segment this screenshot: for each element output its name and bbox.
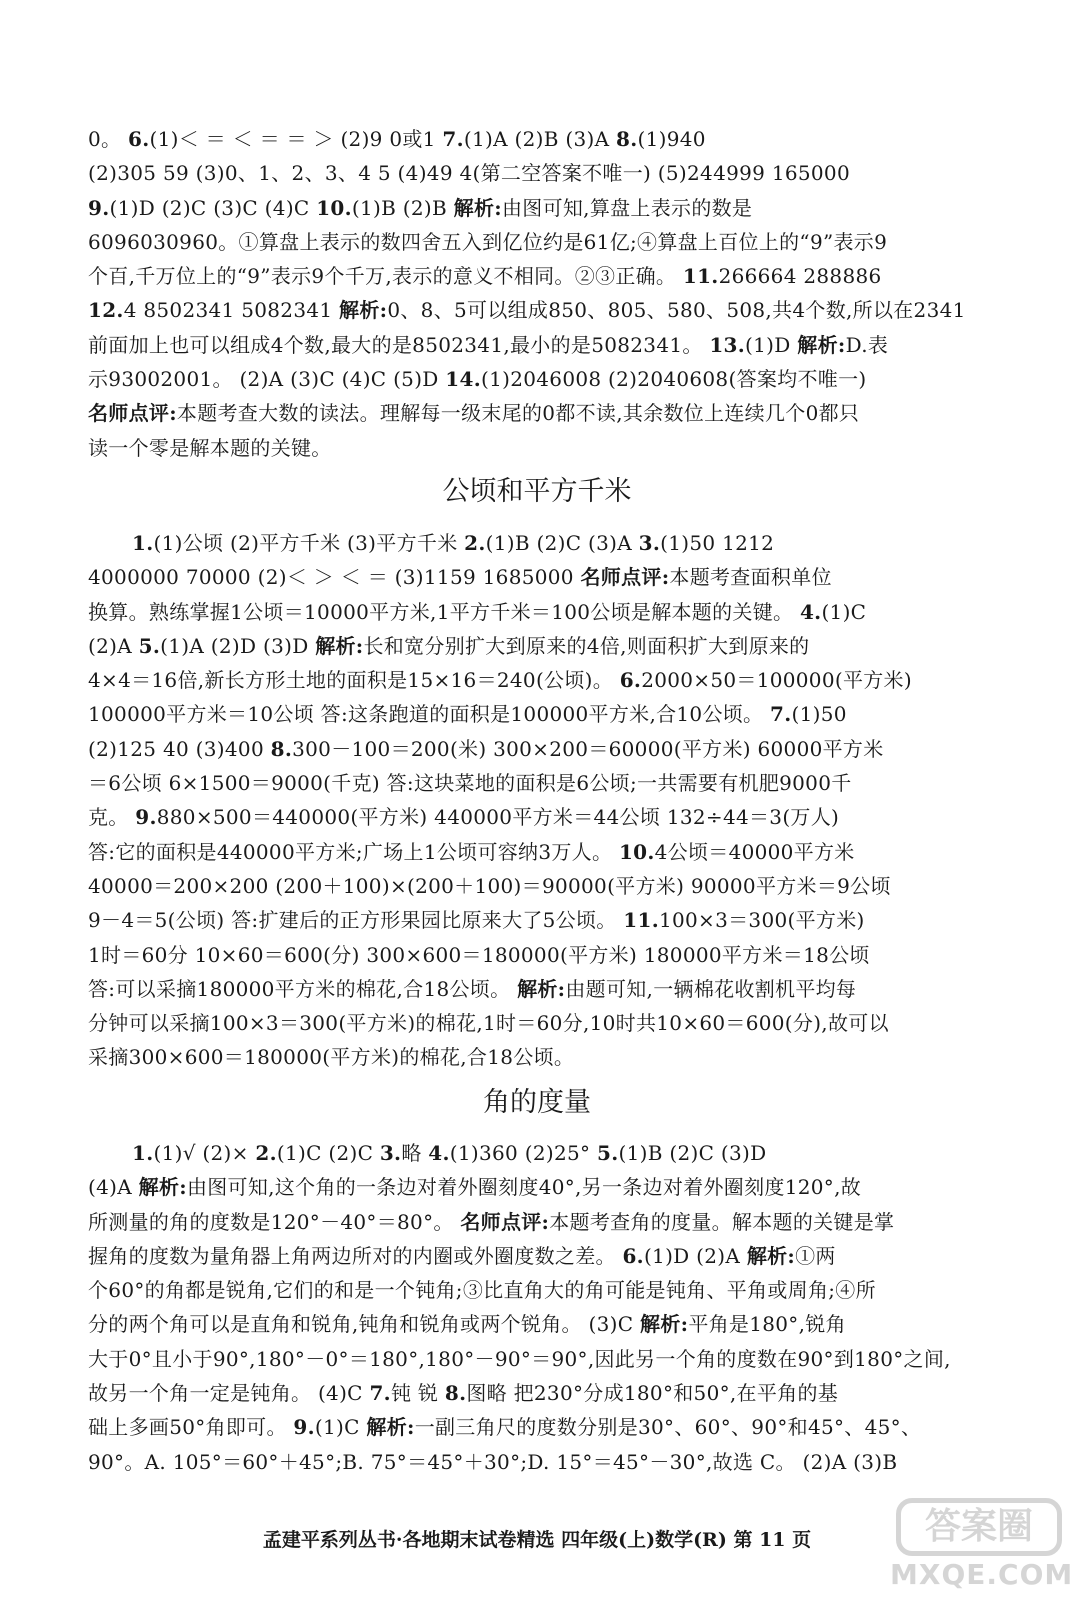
bold-label: 解析: bbox=[746, 1243, 796, 1268]
text-run: (1)B (2)C (3)A bbox=[485, 531, 639, 555]
page-footer: 孟建平系列丛书·各地期末试卷精选 四年级(上)数学(R) 第 11 页 bbox=[262, 1529, 812, 1551]
bold-label: 9. bbox=[293, 1415, 315, 1440]
text-run: (2)A bbox=[88, 633, 139, 658]
text-run: 克。 bbox=[88, 805, 136, 830]
bold-label: 11. bbox=[682, 264, 719, 289]
text-run: 一副三角尺的度数分别是30°、60°、90°和45°、45°、 bbox=[414, 1415, 922, 1440]
text-line bbox=[88, 1136, 988, 1170]
text-line bbox=[88, 972, 988, 1006]
text-run: 2000×50＝100000(平方米) bbox=[641, 668, 912, 693]
bold-label: 2. bbox=[255, 1141, 277, 1165]
text-line bbox=[88, 293, 988, 327]
bold-label: 2. bbox=[464, 531, 486, 555]
text-line bbox=[88, 1410, 988, 1444]
bold-label: 解析: bbox=[517, 976, 566, 1001]
text-run: 平角是180°,锐角 bbox=[688, 1312, 846, 1337]
bold-label: 3. bbox=[379, 1141, 402, 1165]
bold-label: 9. bbox=[88, 195, 110, 220]
text-line bbox=[88, 362, 988, 396]
text-run: 1时＝60分 10×60＝600(分) 300×600＝180000(平方米) 180000平方米＝18公顷 bbox=[88, 942, 870, 967]
bold-label: 12. bbox=[88, 298, 124, 323]
text-run: 4公顷＝40000平方米 bbox=[654, 839, 855, 864]
text-run: (4)A bbox=[88, 1175, 139, 1200]
text-line bbox=[88, 1376, 988, 1410]
text-line bbox=[88, 191, 988, 225]
text-line bbox=[88, 663, 988, 697]
text-run: 所测量的角的度数是120°－40°＝80°。 bbox=[88, 1209, 461, 1234]
text-run: 础上多画50°角即可。 bbox=[88, 1415, 294, 1440]
bold-label: 13. bbox=[709, 332, 746, 357]
bold-label: 解析: bbox=[366, 1415, 415, 1440]
text-line bbox=[88, 732, 988, 766]
text-run: (1)C (2)C bbox=[276, 1141, 380, 1165]
bold-label: 8. bbox=[616, 127, 638, 151]
text-line bbox=[88, 526, 988, 560]
text-run: (1)公顷 (2)平方千米 (3)平方千米 bbox=[153, 531, 465, 555]
text-line bbox=[88, 835, 988, 869]
bold-label: 3. bbox=[638, 531, 661, 555]
text-line bbox=[88, 328, 988, 362]
text-run: (1)360 (2)25° bbox=[449, 1141, 597, 1165]
text-run: 100×3＝300(平方米) bbox=[658, 908, 865, 933]
bold-label: 解析: bbox=[797, 332, 846, 357]
text-run: 由题可知,一辆棉花收割机平均每 bbox=[565, 976, 857, 1001]
text-run: (1)√ (2)× bbox=[153, 1141, 256, 1165]
text-line bbox=[88, 1445, 988, 1479]
text-run: 个60°的角都是锐角,它们的和是一个钝角;③比直角大的角可能是钝角、平角或周角;④所 bbox=[88, 1278, 876, 1303]
watermark-site-text: MXQE.COM bbox=[890, 1558, 1074, 1591]
bold-label: 10. bbox=[618, 839, 655, 864]
text-run: ＝6公顷 6×1500＝9000(千克) 答:这块菜地的面积是6公顷;一共需要有机肥9000千 bbox=[88, 771, 852, 796]
bold-label: 名师点评: bbox=[580, 565, 670, 590]
section-heading-angle: 角的度量 bbox=[483, 1087, 591, 1118]
bold-label: 5. bbox=[138, 633, 161, 658]
bold-label: 名师点评: bbox=[460, 1209, 550, 1234]
text-line bbox=[88, 800, 988, 834]
bold-label: 解析: bbox=[640, 1312, 689, 1337]
text-run: 前面加上也可以组成4个数,最大的是8502341,最小的是5082341。 bbox=[88, 332, 710, 357]
text-line bbox=[88, 156, 988, 190]
text-run: 0、8、5可以组成850、805、580、508,共4个数,所以在2341 bbox=[387, 298, 966, 323]
answers-hectare-square-km bbox=[88, 526, 988, 1075]
text-line bbox=[88, 1006, 988, 1040]
text-run: 钝 锐 bbox=[390, 1381, 445, 1406]
answers-angle-measure bbox=[88, 1136, 988, 1479]
text-run: (2)305 59 (3)0、1、2、3、4 5 (4)49 4(第二空答案不唯一) (5)244999 165000 bbox=[88, 161, 850, 186]
text-line bbox=[88, 560, 988, 594]
text-run: (1)B (2)C (3)D bbox=[618, 1141, 767, 1165]
text-run: (1)＜ ＝ ＜ ＝ ＝ ＞ (2)9 0或1 bbox=[149, 127, 443, 151]
text-run: 采摘300×600＝180000(平方米)的棉花,合18公顷。 bbox=[88, 1045, 575, 1070]
watermark-logo bbox=[890, 1496, 1074, 1596]
bold-label: 6. bbox=[127, 127, 150, 151]
text-line bbox=[88, 1307, 988, 1341]
text-run: ①两 bbox=[795, 1243, 836, 1268]
text-run: 由图可知,这个角的一条边对着外圈刻度40°,另一条边对着外圈刻度120°,故 bbox=[186, 1175, 862, 1200]
bold-label: 7. bbox=[770, 702, 792, 727]
text-run: 读一个零是解本题的关键。 bbox=[88, 435, 332, 460]
text-run: (1)D (2)C (3)C (4)C bbox=[109, 195, 317, 220]
text-run: 本题考查面积单位 bbox=[669, 565, 832, 590]
text-line bbox=[88, 938, 988, 972]
text-run: 换算。熟练掌握1公顷＝10000平方米,1平方千米＝100公顷是解本题的关键。 bbox=[88, 599, 800, 624]
text-run: 分钟可以采摘100×3＝300(平方米)的棉花,1时＝60分,10时共10×60＝600(分),故可以 bbox=[88, 1011, 889, 1036]
text-run: D.表 bbox=[845, 332, 889, 357]
text-run: (1)2046008 (2)2040608(答案均不唯一) bbox=[481, 367, 867, 392]
text-line bbox=[88, 259, 988, 293]
text-line bbox=[88, 1170, 988, 1204]
text-run: (1)D (2)A bbox=[643, 1243, 747, 1268]
text-run: 880×500＝440000(平方米) 440000平方米＝44公顷 132÷44＝3(万人) bbox=[156, 805, 840, 830]
bold-label: 1. bbox=[132, 531, 154, 555]
text-run: 大于0°且小于90°,180°－0°＝180°,180°－90°＝90°,因此另一个角的度数在90°到180°之间, bbox=[88, 1346, 951, 1371]
text-run: 长和宽分别扩大到原来的4倍,则面积扩大到原来的 bbox=[363, 633, 810, 658]
text-run: 9－4＝5(公顷) 答:扩建后的正方形果园比原来大了5公顷。 bbox=[88, 908, 624, 933]
text-line bbox=[88, 869, 988, 903]
text-line bbox=[88, 1040, 988, 1074]
text-run: 6096030960。①算盘上表示的数四舍五入到亿位约是61亿;④算盘上百位上的“9”表示9 bbox=[88, 229, 888, 254]
text-run: (1)A (2)B (3)A bbox=[463, 127, 617, 151]
bold-label: 5. bbox=[596, 1141, 619, 1165]
text-line bbox=[88, 903, 988, 937]
text-run: 4000000 70000 (2)＜ ＞ ＜ ＝ (3)1159 1685000 bbox=[88, 565, 581, 590]
text-line bbox=[88, 1239, 988, 1273]
bold-label: 解析: bbox=[138, 1175, 187, 1200]
text-run: 4×4＝16倍,新长方形土地的面积是15×16＝240(公顷)。 bbox=[88, 668, 620, 693]
text-line bbox=[88, 122, 988, 156]
text-run: 答:它的面积是440000平方米;广场上1公顷可容纳3万人。 bbox=[88, 839, 619, 864]
text-run: 40000＝200×200 (200＋100)×(200＋100)＝90000(平方米) 90000平方米＝9公顷 bbox=[88, 873, 891, 898]
text-run: (1)C bbox=[314, 1415, 367, 1440]
bold-label: 9. bbox=[135, 805, 157, 830]
text-run: 示93002001。 (2)A (3)C (4)C (5)D bbox=[88, 367, 446, 392]
text-run: 100000平方米＝10公顷 答:这条跑道的面积是100000平方米,合10公顷。 bbox=[88, 702, 771, 727]
text-line bbox=[88, 1273, 988, 1307]
section-heading-hectare: 公顷和平方千米 bbox=[442, 476, 632, 507]
watermark-logo-text: 答案圈 bbox=[896, 1498, 1062, 1556]
text-run: (1)C bbox=[821, 599, 867, 624]
text-run: (1)940 bbox=[637, 127, 706, 151]
bold-label: 6. bbox=[622, 1243, 644, 1268]
bold-label: 6. bbox=[619, 668, 642, 693]
text-line bbox=[88, 431, 988, 465]
text-run: 由图可知,算盘上表示的数是 bbox=[501, 195, 753, 220]
text-run: (1)50 1212 bbox=[660, 531, 775, 555]
bold-label: 1. bbox=[132, 1141, 154, 1165]
bold-label: 4. bbox=[428, 1141, 450, 1165]
bold-label: 10. bbox=[316, 195, 352, 220]
text-line bbox=[88, 225, 988, 259]
text-run: (1)50 bbox=[791, 702, 847, 727]
bold-label: 解析: bbox=[315, 633, 364, 658]
text-run: 故另一个角一定是钝角。 (4)C bbox=[88, 1381, 370, 1406]
text-line bbox=[88, 697, 988, 731]
bold-label: 解析: bbox=[339, 298, 388, 323]
text-run: (1)A (2)D (3)D bbox=[160, 633, 316, 658]
text-run: 略 bbox=[401, 1141, 429, 1165]
text-run: 90°。A. 105°＝60°＋45°;B. 75°＝45°＋30°;D. 15°＝45°－30°,故选 C。 (2)A (3)B bbox=[88, 1449, 898, 1474]
bold-label: 14. bbox=[445, 367, 481, 392]
bold-label: 名师点评: bbox=[88, 401, 177, 426]
text-run: 4 8502341 5082341 bbox=[123, 298, 340, 323]
bold-label: 7. bbox=[369, 1381, 391, 1406]
text-line bbox=[88, 766, 988, 800]
text-run: 本题考查角的度量。解本题的关键是掌 bbox=[549, 1209, 895, 1234]
bold-label: 7. bbox=[442, 127, 464, 151]
bold-label: 8. bbox=[444, 1381, 467, 1406]
bold-label: 8. bbox=[270, 736, 293, 761]
text-run: (2)125 40 (3)400 bbox=[88, 736, 271, 761]
text-run: 300－100＝200(米) 300×200＝60000(平方米) 60000平方米 bbox=[292, 736, 884, 761]
text-line bbox=[88, 595, 988, 629]
bold-label: 11. bbox=[623, 908, 659, 933]
text-run: 本题考查大数的读法。理解每一级末尾的0都不读,其余数位上连续几个0都只 bbox=[176, 401, 860, 426]
text-line bbox=[88, 629, 988, 663]
text-line bbox=[88, 1342, 988, 1376]
bold-label: 解析: bbox=[453, 195, 502, 220]
text-run: 分的两个角可以是直角和锐角,钝角和锐角或两个锐角。 (3)C bbox=[88, 1312, 641, 1337]
text-run: (1)D bbox=[745, 332, 798, 357]
bold-label: 4. bbox=[799, 599, 822, 624]
text-run: 266664 288886 bbox=[718, 264, 882, 289]
text-line bbox=[88, 396, 988, 430]
text-run: 0。 bbox=[88, 127, 128, 151]
text-line bbox=[88, 1205, 988, 1239]
text-run: 答:可以采摘180000平方米的棉花,合18公顷。 bbox=[88, 976, 518, 1001]
answers-large-numbers bbox=[88, 122, 988, 465]
text-run: 个百,千万位上的“9”表示9个千万,表示的意义不相同。②③正确。 bbox=[88, 264, 683, 289]
text-run: (1)B (2)B bbox=[351, 195, 454, 220]
text-run: 图略 把230°分成180°和50°,在平角的基 bbox=[466, 1381, 839, 1406]
text-run: 握角的度数为量角器上角两边所对的内圈或外圈度数之差。 bbox=[88, 1243, 623, 1268]
